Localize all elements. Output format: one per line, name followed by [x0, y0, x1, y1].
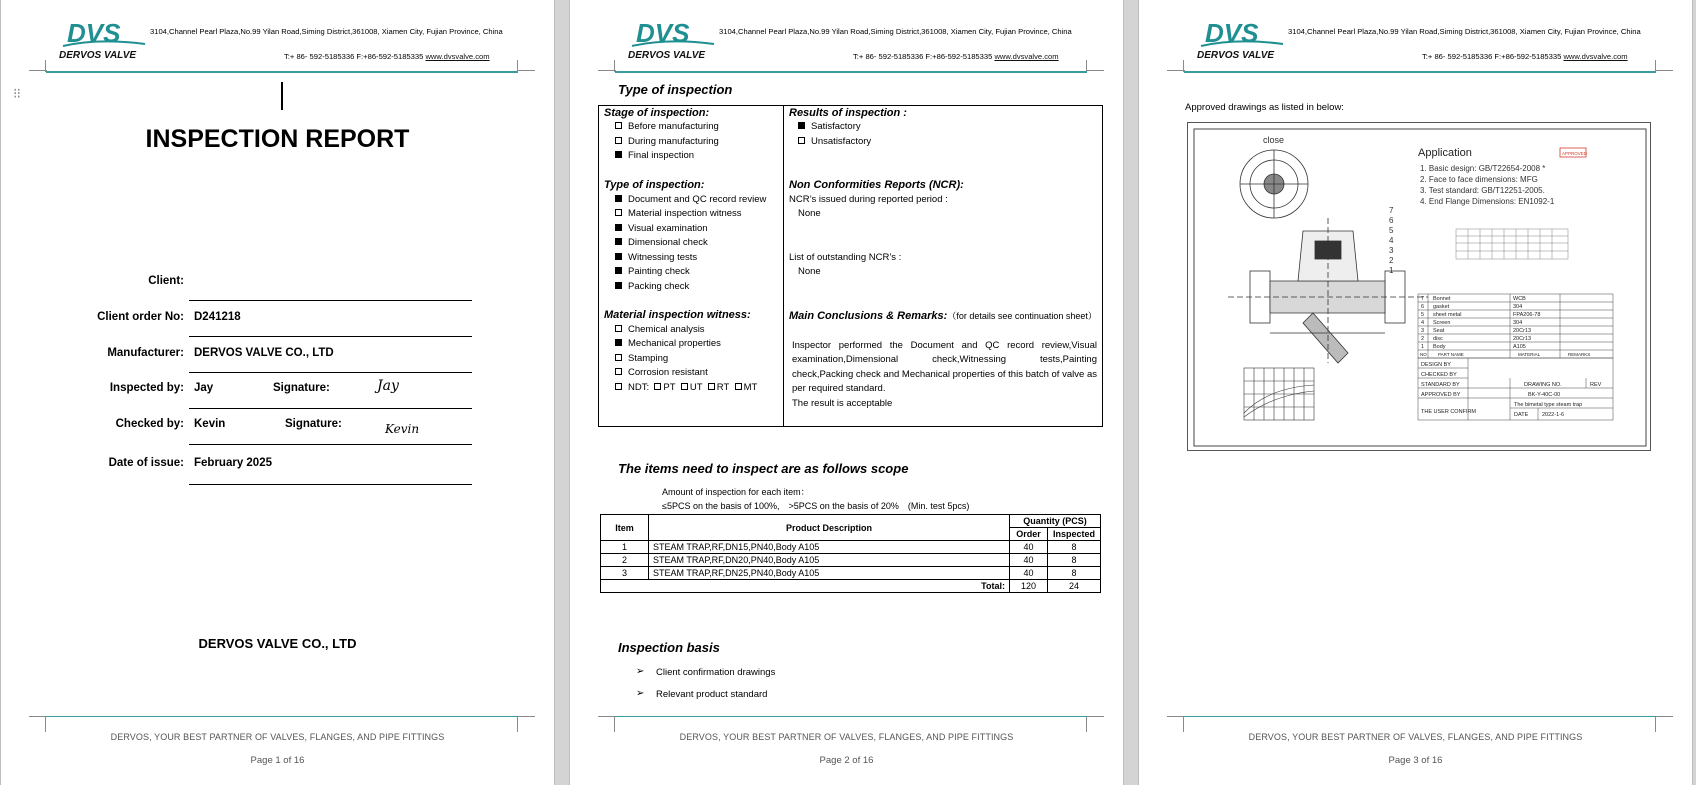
stage-option-2[interactable]: Final inspection	[615, 150, 694, 161]
checkbox-icon[interactable]	[615, 209, 622, 216]
checkbox-icon[interactable]	[708, 383, 715, 390]
ncr-issued-label: NCR’s issued during reported period :	[789, 194, 948, 205]
logo-mark-text: DVS	[67, 18, 121, 48]
svg-text:The bimetal type steam trap: The bimetal type steam trap	[1514, 402, 1583, 408]
checked-signature-label: Signature:	[285, 418, 342, 430]
svg-text:1: 1	[1389, 266, 1394, 275]
checkbox-checked-icon[interactable]	[615, 224, 622, 231]
svg-text:CHECKED BY: CHECKED BY	[1421, 372, 1457, 378]
capacity-graph	[1244, 368, 1314, 420]
svg-text:4. End Flange Dimensions: EN10: 4. End Flange Dimensions: EN1092-1	[1420, 197, 1555, 206]
client-label: Client:	[148, 275, 184, 287]
svg-text:BK-Y-40C-00: BK-Y-40C-00	[1528, 392, 1561, 398]
page-2	[569, 0, 1124, 785]
svg-text:6: 6	[1421, 304, 1425, 310]
dvs-logo	[628, 18, 716, 62]
checkbox-checked-icon[interactable]	[798, 122, 805, 129]
arrow-bullet-icon: ➢	[636, 666, 645, 677]
svg-text:7: 7	[1389, 206, 1394, 215]
footer-rule	[615, 716, 1087, 717]
svg-text:PART NAME: PART NAME	[1438, 352, 1464, 357]
svg-text:APPROVED BY: APPROVED BY	[1421, 392, 1461, 398]
type-option-6[interactable]: Packing check	[615, 281, 689, 292]
svg-text:304: 304	[1513, 304, 1523, 310]
col-item: Item	[601, 515, 649, 541]
material-option-0[interactable]: Chemical analysis	[615, 324, 705, 335]
basis-item: Client confirmation drawings	[656, 667, 776, 678]
col-order: Order	[1010, 528, 1048, 541]
checkbox-icon[interactable]	[615, 122, 622, 129]
drawing-close-label: close	[1263, 135, 1285, 145]
col-inspected: Inspected	[1048, 528, 1101, 541]
svg-text:6: 6	[1389, 216, 1394, 225]
inspected-signature-label: Signature:	[273, 382, 330, 394]
parts-list	[1418, 294, 1613, 358]
svg-text:DRAWING NO.: DRAWING NO.	[1524, 382, 1562, 388]
approved-drawing	[1187, 122, 1651, 451]
svg-text:20Cr13: 20Cr13	[1513, 336, 1532, 342]
part-balloons	[1389, 206, 1394, 275]
dvs-logo	[59, 18, 147, 62]
header-rule	[1184, 71, 1656, 73]
col-description: Product Description	[649, 515, 1010, 541]
logo-brand-text: DERVOS VALVE	[1197, 50, 1275, 61]
svg-text:A105: A105	[1513, 344, 1526, 350]
ncr-outstanding-value: None	[798, 266, 821, 277]
logo-mark-text: DVS	[1205, 18, 1259, 48]
checkbox-icon[interactable]	[654, 383, 661, 390]
valve-top-view	[1240, 150, 1308, 218]
header-address: 3104,Channel Pearl Plaza,No.99 Yilan Road,Siming District,361008, Xiamen City, Fujian Province, China	[719, 27, 1072, 36]
ncr-outstanding-label: List of outstanding NCR’s :	[789, 252, 902, 263]
header-address: 3104,Channel Pearl Plaza,No.99 Yilan Road,Siming District,361008, Xiamen City, Fujian Province, China	[150, 27, 503, 36]
svg-text:disc: disc	[1433, 336, 1443, 342]
title-block	[1418, 358, 1613, 420]
checkbox-checked-icon[interactable]	[615, 195, 622, 202]
page-number: Page 3 of 16	[1388, 755, 1443, 766]
header-contact	[853, 52, 1059, 61]
date-value[interactable]: February 2025	[194, 457, 272, 469]
stage-option-1[interactable]: During manufacturing	[615, 136, 719, 147]
header-phone-fax: T:+ 86- 592-5185336 F:+86-592-5185335	[1422, 52, 1562, 61]
svg-text:1. Basic design: GB/T22654-200: 1. Basic design: GB/T22654-2008 *	[1420, 164, 1546, 173]
header-website-link[interactable]: www.dvsvalve.com	[425, 52, 490, 61]
page-1	[0, 0, 555, 785]
svg-text:FPA206-78: FPA206-78	[1513, 312, 1541, 318]
checkbox-icon[interactable]	[798, 137, 805, 144]
table-row: 1 STEAM TRAP,RF,DN15,PN40,Body A105 40 8	[601, 541, 1101, 554]
inspected-underline	[189, 408, 472, 409]
inspection-basis-title: Inspection basis	[618, 640, 720, 655]
footer-rule	[1184, 716, 1656, 717]
order-value[interactable]: D241218	[194, 311, 241, 323]
report-title: INSPECTION REPORT	[145, 125, 410, 153]
stage-heading: Stage of inspection:	[604, 107, 710, 119]
conclusions-text: Inspector performed the Document and QC record review,Visual examination,Dimensional check,Witnessing tests,Painting check,Packing check and Mechanical properties of this batch of valve as per required standard. The result is acceptable	[792, 340, 1097, 409]
svg-text:THE USER CONFIRM: THE USER CONFIRM	[1421, 409, 1476, 415]
header-website-link[interactable]: www.dvsvalve.com	[1563, 52, 1628, 61]
svg-text:7: 7	[1421, 296, 1425, 302]
type-option-0[interactable]: Document and QC record review	[615, 194, 766, 205]
checkbox-icon[interactable]	[615, 368, 622, 375]
order-underline	[189, 336, 472, 337]
svg-text:3: 3	[1389, 246, 1394, 255]
svg-text:sheet metal: sheet metal	[1433, 312, 1462, 318]
items-table	[600, 514, 1101, 593]
svg-text:Body: Body	[1433, 344, 1446, 350]
arrow-bullet-icon: ➢	[636, 688, 645, 699]
svg-text:MATERIAL: MATERIAL	[1518, 352, 1541, 357]
checked-underline	[189, 444, 472, 445]
manufacturer-underline	[189, 372, 472, 373]
svg-text:Screen: Screen	[1433, 320, 1451, 326]
ncr-heading: Non Conformities Reports (NCR):	[789, 179, 964, 191]
col-quantity: Quantity (PCS)	[1010, 515, 1101, 528]
header-phone-fax: T:+ 86- 592-5185336 F:+86-592-5185335	[284, 52, 424, 61]
svg-text:Bonnet: Bonnet	[1433, 296, 1451, 302]
svg-text:Seat: Seat	[1433, 328, 1445, 334]
header-phone-fax: T:+ 86- 592-5185336 F:+86-592-5185335	[853, 52, 993, 61]
logo-brand-text: DERVOS VALVE	[59, 50, 137, 61]
svg-text:gasket: gasket	[1433, 304, 1450, 310]
checkbox-checked-icon[interactable]	[615, 253, 622, 260]
svg-text:3. Test standard: GB/T12251-20: 3. Test standard: GB/T12251-2005.	[1420, 186, 1545, 195]
checked-by-value[interactable]: Kevin	[194, 418, 226, 430]
table-total-row: Total: 120 24	[601, 580, 1101, 593]
result-option-1[interactable]: Unsatisfactory	[798, 136, 871, 147]
header-contact	[284, 52, 490, 61]
material-option-2[interactable]: Stamping	[615, 353, 668, 364]
inspected-signature: Jay	[377, 378, 399, 394]
footer-tagline: DERVOS, YOUR BEST PARTNER OF VALVES, FLANGES, AND PIPE FITTINGS	[110, 732, 445, 742]
svg-text:20Cr13: 20Cr13	[1513, 328, 1532, 334]
stage-option-0[interactable]: Before manufacturing	[615, 121, 719, 132]
svg-text:2022-1-6: 2022-1-6	[1542, 412, 1565, 418]
manufacturer-label: Manufacturer:	[107, 347, 184, 359]
svg-text:4: 4	[1421, 320, 1425, 326]
valve-section-view	[1228, 218, 1428, 363]
page-number: Page 2 of 16	[819, 755, 874, 766]
checkbox-checked-icon[interactable]	[615, 339, 622, 346]
svg-text:DATE: DATE	[1514, 412, 1529, 418]
page-number: Page 1 of 16	[250, 755, 305, 766]
svg-text:STANDARD BY: STANDARD BY	[1421, 382, 1460, 388]
application-title: Application	[1418, 147, 1472, 159]
checkbox-icon[interactable]	[615, 325, 622, 332]
checked-signature: Kevin	[385, 422, 420, 436]
svg-text:5: 5	[1421, 312, 1425, 318]
material-option-1[interactable]: Mechanical properties	[615, 338, 721, 349]
type-option-2[interactable]: Visual examination	[615, 223, 708, 234]
checkbox-checked-icon[interactable]	[615, 267, 622, 274]
svg-text:2: 2	[1421, 336, 1425, 342]
amount-line: Amount of inspection for each item：	[662, 487, 810, 497]
client-underline	[189, 300, 472, 301]
order-label: Client order No:	[97, 311, 184, 323]
table-row: 3 STEAM TRAP,RF,DN25,PN40,Body A105 40 8	[601, 567, 1101, 580]
svg-text:304: 304	[1513, 320, 1523, 326]
type-option-4[interactable]: Witnessing tests	[615, 252, 697, 263]
svg-text:REMARKS: REMARKS	[1568, 352, 1591, 357]
inspected-by-value[interactable]: Jay	[194, 382, 214, 394]
approved-stamp-text: APPROVED	[1562, 151, 1588, 156]
header-contact	[1422, 52, 1628, 61]
logo-brand-text: DERVOS VALVE	[628, 50, 706, 61]
header-rule	[615, 71, 1087, 73]
checkbox-checked-icon[interactable]	[615, 151, 622, 158]
footer-tagline: DERVOS, YOUR BEST PARTNER OF VALVES, FLANGES, AND PIPE FITTINGS	[679, 732, 1014, 742]
svg-text:4: 4	[1389, 236, 1394, 245]
dimension-table	[1456, 229, 1568, 259]
svg-text:5: 5	[1389, 226, 1394, 235]
svg-text:NO: NO	[1420, 352, 1427, 357]
ncr-issued-value: None	[798, 208, 821, 219]
svg-text:DESIGN BY: DESIGN BY	[1421, 362, 1451, 368]
checkbox-icon[interactable]	[615, 383, 622, 390]
basis-item: Relevant product standard	[656, 689, 768, 700]
approved-drawings-intro: Approved drawings as listed in below:	[1185, 102, 1344, 113]
svg-text:2: 2	[1389, 256, 1394, 265]
table-row: 2 STEAM TRAP,RF,DN20,PN40,Body A105 40 8	[601, 554, 1101, 567]
page-3	[1138, 0, 1693, 785]
svg-text:3: 3	[1421, 328, 1425, 334]
type-option-1[interactable]: Material inspection witness	[615, 208, 742, 219]
footer-tagline: DERVOS, YOUR BEST PARTNER OF VALVES, FLANGES, AND PIPE FITTINGS	[1248, 732, 1583, 742]
svg-text:REV: REV	[1590, 382, 1602, 388]
results-heading: Results of inspection :	[789, 107, 907, 119]
drag-handle-icon[interactable]: ⁝⁝	[13, 85, 20, 101]
checkbox-checked-icon[interactable]	[615, 282, 622, 289]
footer-rule	[46, 716, 518, 717]
checkbox-icon[interactable]	[681, 383, 688, 390]
checkbox-icon[interactable]	[615, 354, 622, 361]
inspected-by-label: Inspected by:	[109, 382, 184, 394]
type-of-inspection-title: Type of inspection	[618, 82, 733, 97]
manufacturer-value[interactable]: DERVOS VALVE CO., LTD	[194, 347, 334, 359]
type-heading: Type of inspection:	[604, 179, 705, 191]
date-underline	[189, 484, 472, 485]
checkbox-icon[interactable]	[615, 137, 622, 144]
type-option-5[interactable]: Painting check	[615, 266, 690, 277]
checkbox-checked-icon[interactable]	[615, 238, 622, 245]
result-option-0[interactable]: Satisfactory	[798, 121, 861, 132]
dvs-logo	[1197, 18, 1285, 62]
header-rule	[46, 71, 518, 73]
ndt-row: NDT: PT UT RT MT	[615, 382, 757, 393]
company-name: DERVOS VALVE CO., LTD	[198, 636, 357, 651]
material-option-3[interactable]: Corrosion resistant	[615, 367, 708, 378]
material-heading: Material inspection witness:	[604, 309, 751, 321]
basis-line: ≤5PCS on the basis of 100%, >5PCS on the basis of 20% (Min. test 5pcs)	[662, 501, 970, 511]
header-address: 3104,Channel Pearl Plaza,No.99 Yilan Road,Siming District,361008, Xiamen City, Fujian Province, China	[1288, 27, 1641, 36]
checkbox-icon[interactable]	[735, 383, 742, 390]
svg-text:1: 1	[1421, 344, 1425, 350]
header-website-link[interactable]: www.dvsvalve.com	[994, 52, 1059, 61]
svg-text:WCB: WCB	[1513, 296, 1526, 302]
type-option-3[interactable]: Dimensional check	[615, 237, 708, 248]
conclusions-heading: Main Conclusions & Remarks:（for details see continuation sheet）	[789, 310, 1097, 322]
checked-by-label: Checked by:	[115, 418, 184, 430]
text-cursor	[281, 82, 283, 110]
date-label: Date of issue:	[108, 457, 184, 469]
svg-text:2. Face to face dimensions: MF: 2. Face to face dimensions: MFG	[1420, 175, 1538, 184]
scope-title: The items need to inspect are as follows scope	[618, 461, 909, 476]
logo-mark-text: DVS	[636, 18, 690, 48]
result-text: The result is acceptable	[792, 397, 893, 409]
